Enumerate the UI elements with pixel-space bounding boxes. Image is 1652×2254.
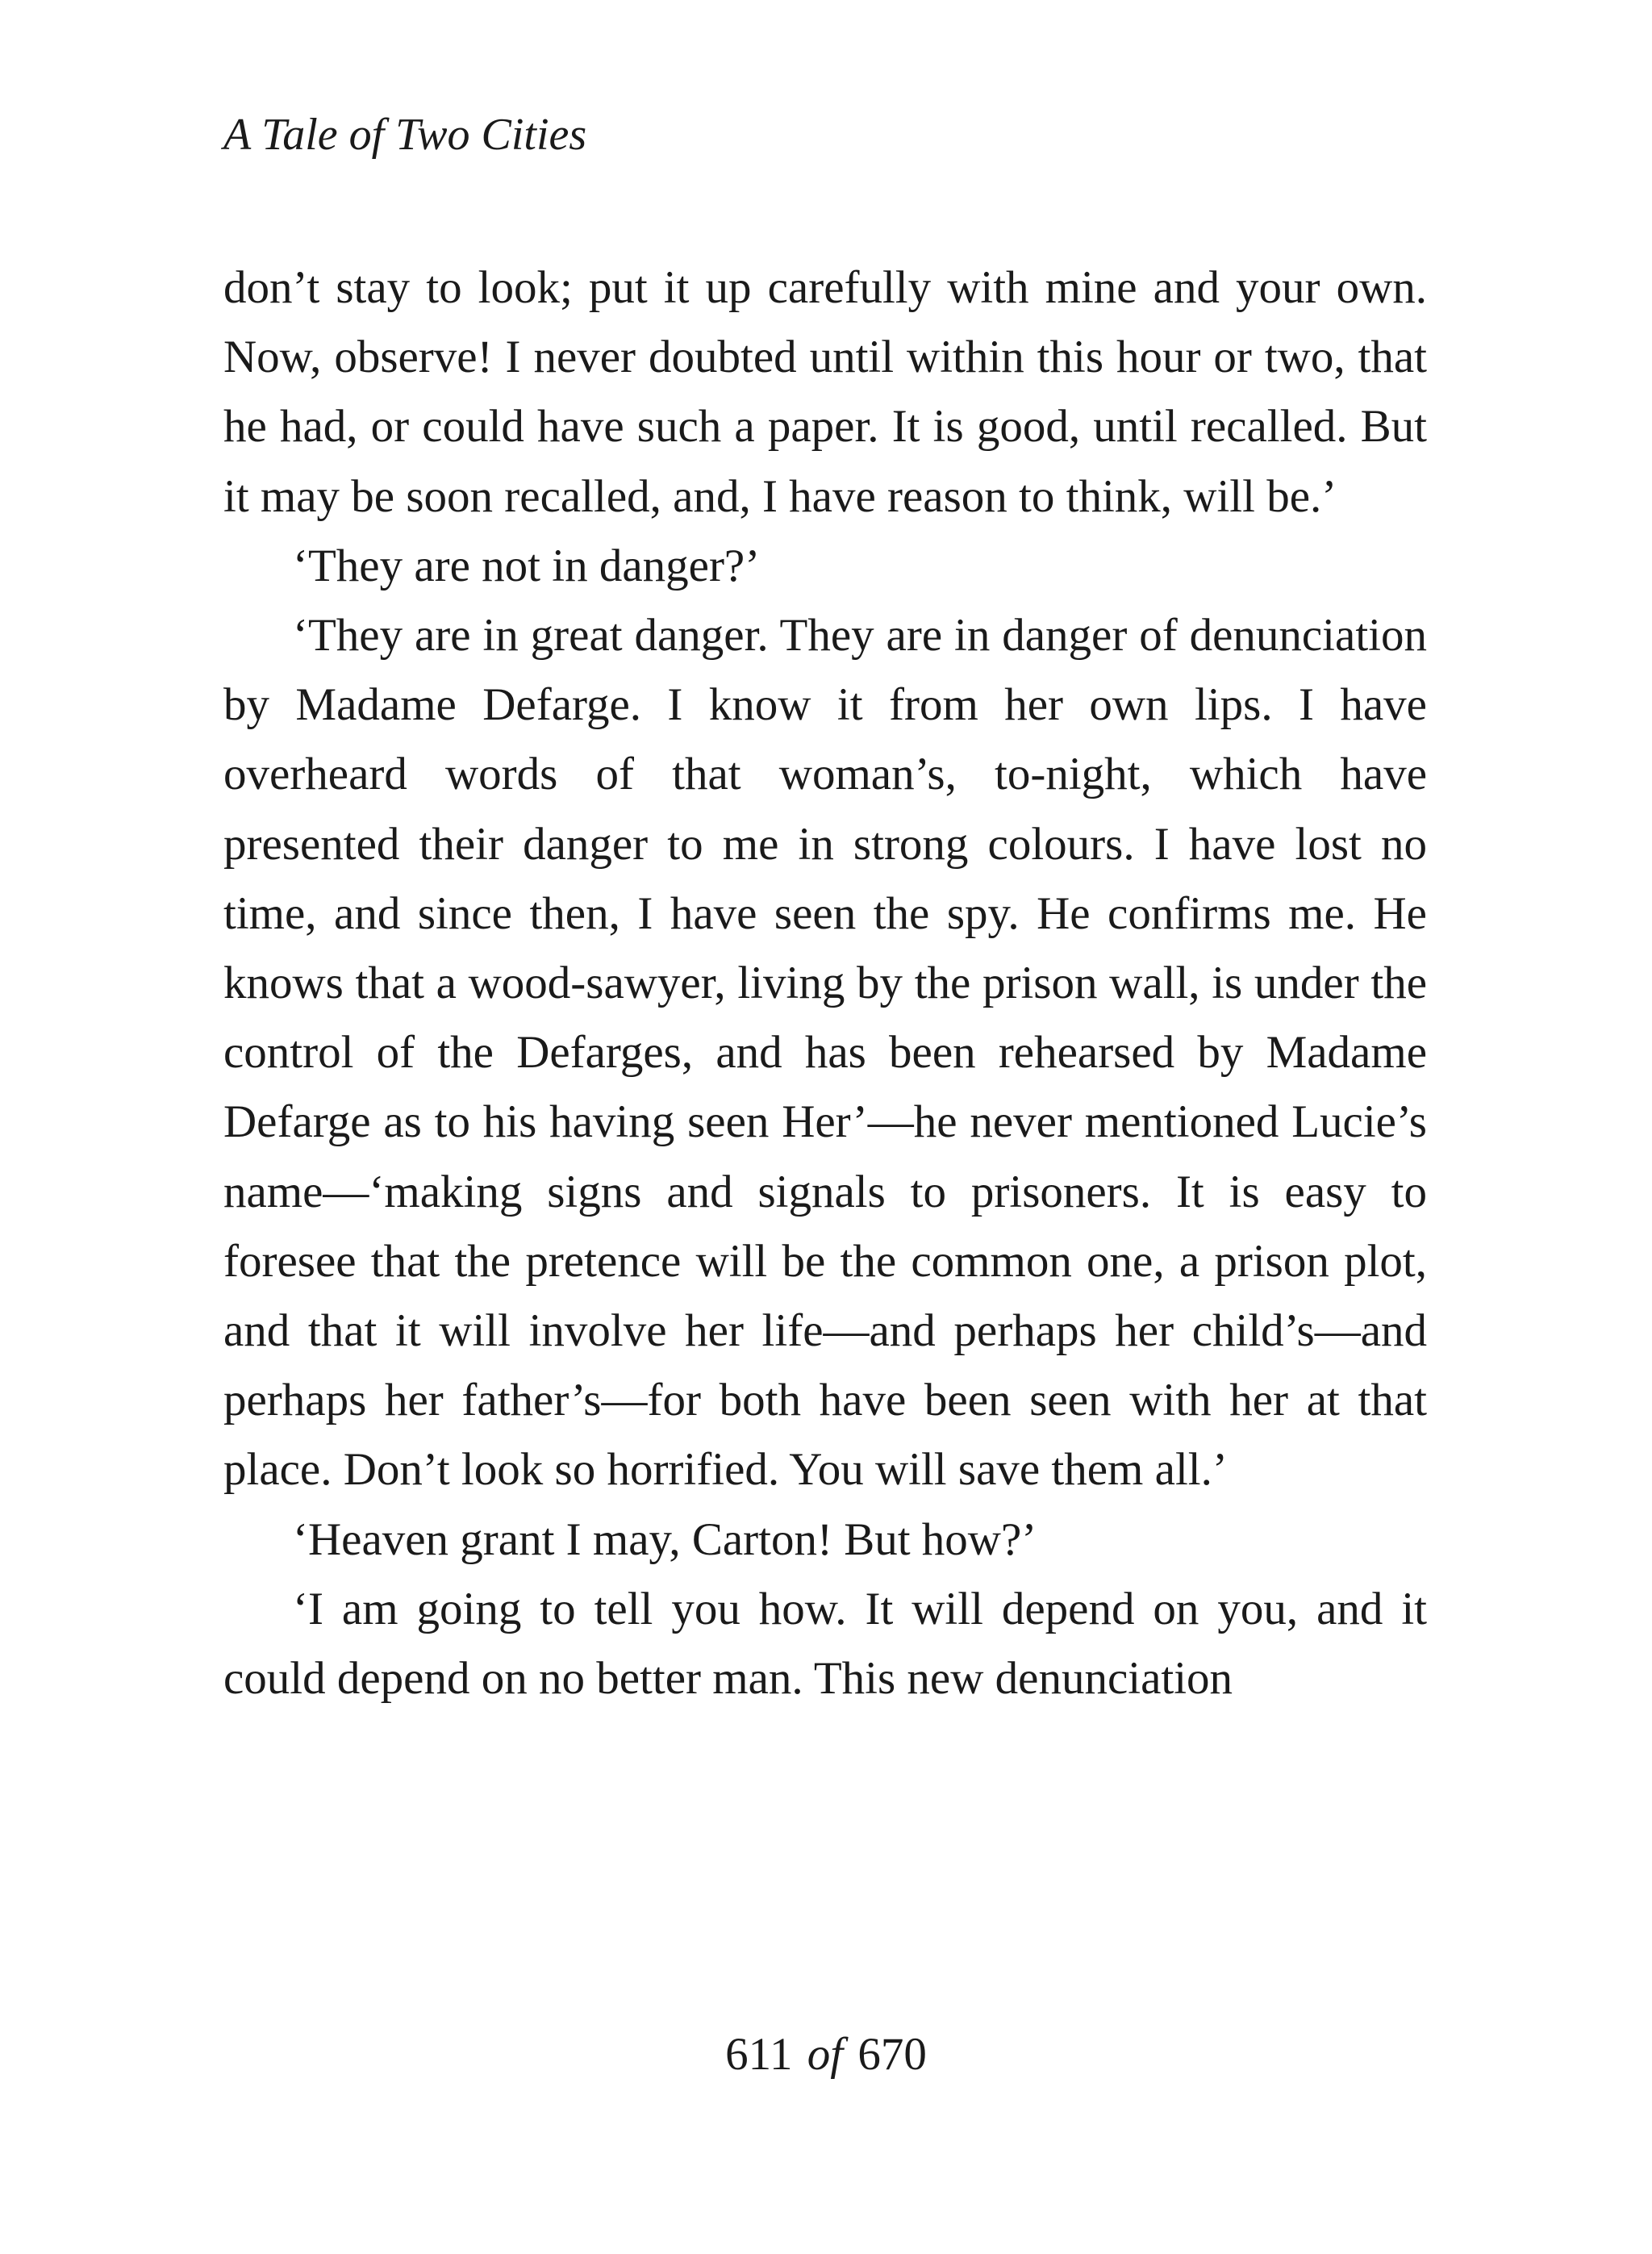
paragraph-dialogue: ‘I am going to tell you how. It will depend on you, and it could depend on no better man. This new denunciation xyxy=(223,1583,1427,1705)
paragraph-dialogue: ‘They are not in danger?’ xyxy=(293,540,761,591)
running-header-title: A Tale of Two Cities xyxy=(223,110,587,160)
page-body-text xyxy=(223,253,1427,1713)
current-page-number: 611 xyxy=(725,2029,793,2080)
total-page-count: 670 xyxy=(857,2029,927,2080)
page-number xyxy=(0,2027,1652,2083)
page-of-label: of xyxy=(807,2029,844,2080)
paragraph-continuation: don’t stay to look; put it up carefully with mine and your own. Now, observe! I never doubted until within this hour or two, that he had, or could have such a paper. It is good, until recalled. But it may be soon recalled, and, I have reason to think, will be.’ xyxy=(223,262,1427,522)
paragraph-dialogue: ‘Heaven grant I may, Carton! But how?’ xyxy=(293,1513,1037,1565)
paragraph-dialogue: ‘They are in great danger. They are in danger of denunciation by Madame Defarge. I know it from her own lips. I have overheard words of that woman’s, to-night, which have presented their danger to me in strong colours. I have lost no time, and since then, I have seen the spy. He confirms me. He knows that a wood-sawyer, living by the prison wall, is under the control of the Defarges, and has been rehearsed by Madame Defarge as to his having seen Her’—he never mentioned Lucie’s name—‘making signs and signals to prisoners. It is easy to foresee that the pretence will be the common one, a prison plot, and that it will involve her life—and perhaps her child’s—and perhaps her father’s—for both have been seen with her at that place. Don’t look so horrified. You will save them all.’ xyxy=(223,610,1427,1496)
